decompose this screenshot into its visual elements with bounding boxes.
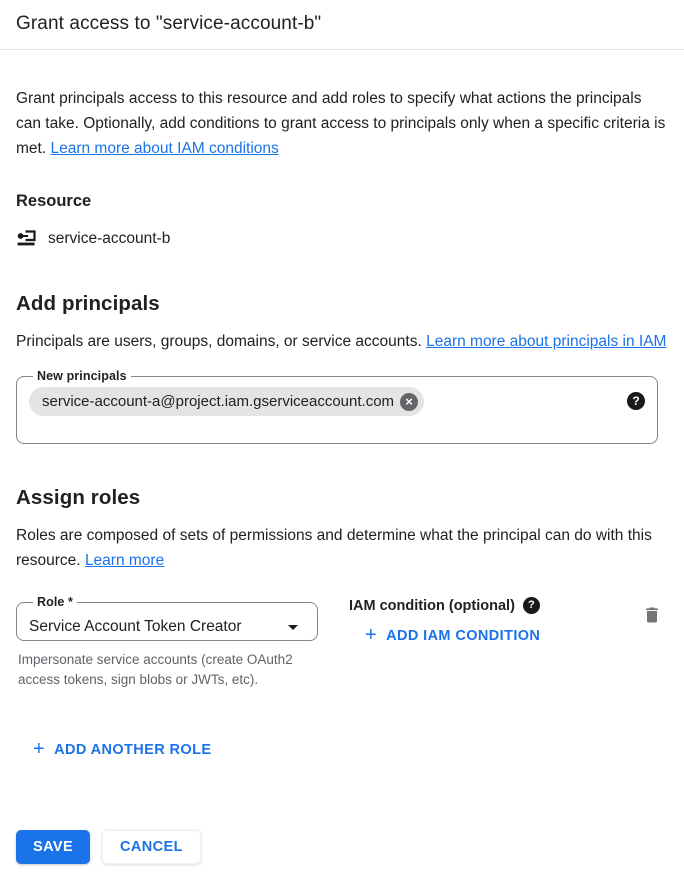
principal-chip[interactable] [29,387,424,416]
add-another-role-button[interactable] [25,734,219,766]
plus-icon: + [365,624,378,646]
add-principals-description [16,329,668,354]
assign-roles-description-body: Roles are composed of sets of permissions and determine what the principal can do with this resource. [16,527,652,569]
add-another-role-label: ADD ANOTHER ROLE [54,742,212,758]
role-selected-value: Service Account Token Creator [29,618,242,635]
intro-text-body: Grant principals access to this resource and add roles to specify what actions the principals can take. Optionally, add conditions to grant access to principals only when a specific criteria is met. [16,90,666,157]
iam-condition-help-icon[interactable]: ? [523,597,540,614]
role-select[interactable] [16,595,318,641]
dialog-header [0,0,684,50]
add-iam-condition-button[interactable] [357,620,548,652]
chevron-down-icon [281,615,305,639]
service-account-icon [16,228,38,250]
cancel-button[interactable]: CANCEL [102,830,201,864]
add-principals-heading: Add principals [16,292,160,315]
dialog-body [0,86,684,888]
iam-conditions-learn-more-link[interactable]: Learn more about IAM conditions [50,140,279,157]
add-iam-condition-label: ADD IAM CONDITION [386,628,541,644]
chip-remove-icon[interactable]: × [400,393,418,411]
principals-help-icon[interactable]: ? [627,392,645,410]
add-principals-description-body: Principals are users, groups, domains, or service accounts. [16,333,422,350]
role-column [16,595,318,690]
role-select-label: Role * [37,595,74,609]
new-principals-field[interactable] [16,369,658,444]
page-title: Grant access to "service-account-b" [16,13,322,34]
dialog-footer [16,830,668,864]
resource-heading: Resource [16,192,92,210]
iam-condition-label: IAM condition (optional) [349,597,515,614]
new-principals-label: New principals [37,369,127,383]
principal-chip-value: service-account-a@project.iam.gserviceaccount.com [42,393,395,410]
resource-name: service-account-b [48,230,171,247]
assign-roles-heading: Assign roles [16,486,141,509]
plus-icon: + [33,738,46,760]
resource-row [16,228,668,250]
role-helper-text: Impersonate service accounts (create OAuth2 access tokens, sign blobs or JWTs, etc). [18,652,293,687]
iam-condition-column [349,595,642,652]
roles-learn-more-link[interactable]: Learn more [84,552,165,569]
assign-roles-description [16,523,668,573]
role-row [16,595,668,690]
delete-role-column [642,595,668,630]
save-button[interactable]: SAVE [16,830,90,864]
trash-icon [642,605,662,625]
principals-learn-more-link[interactable]: Learn more about principals in IAM [426,333,667,350]
delete-role-button[interactable] [642,605,662,625]
intro-text [16,86,668,161]
